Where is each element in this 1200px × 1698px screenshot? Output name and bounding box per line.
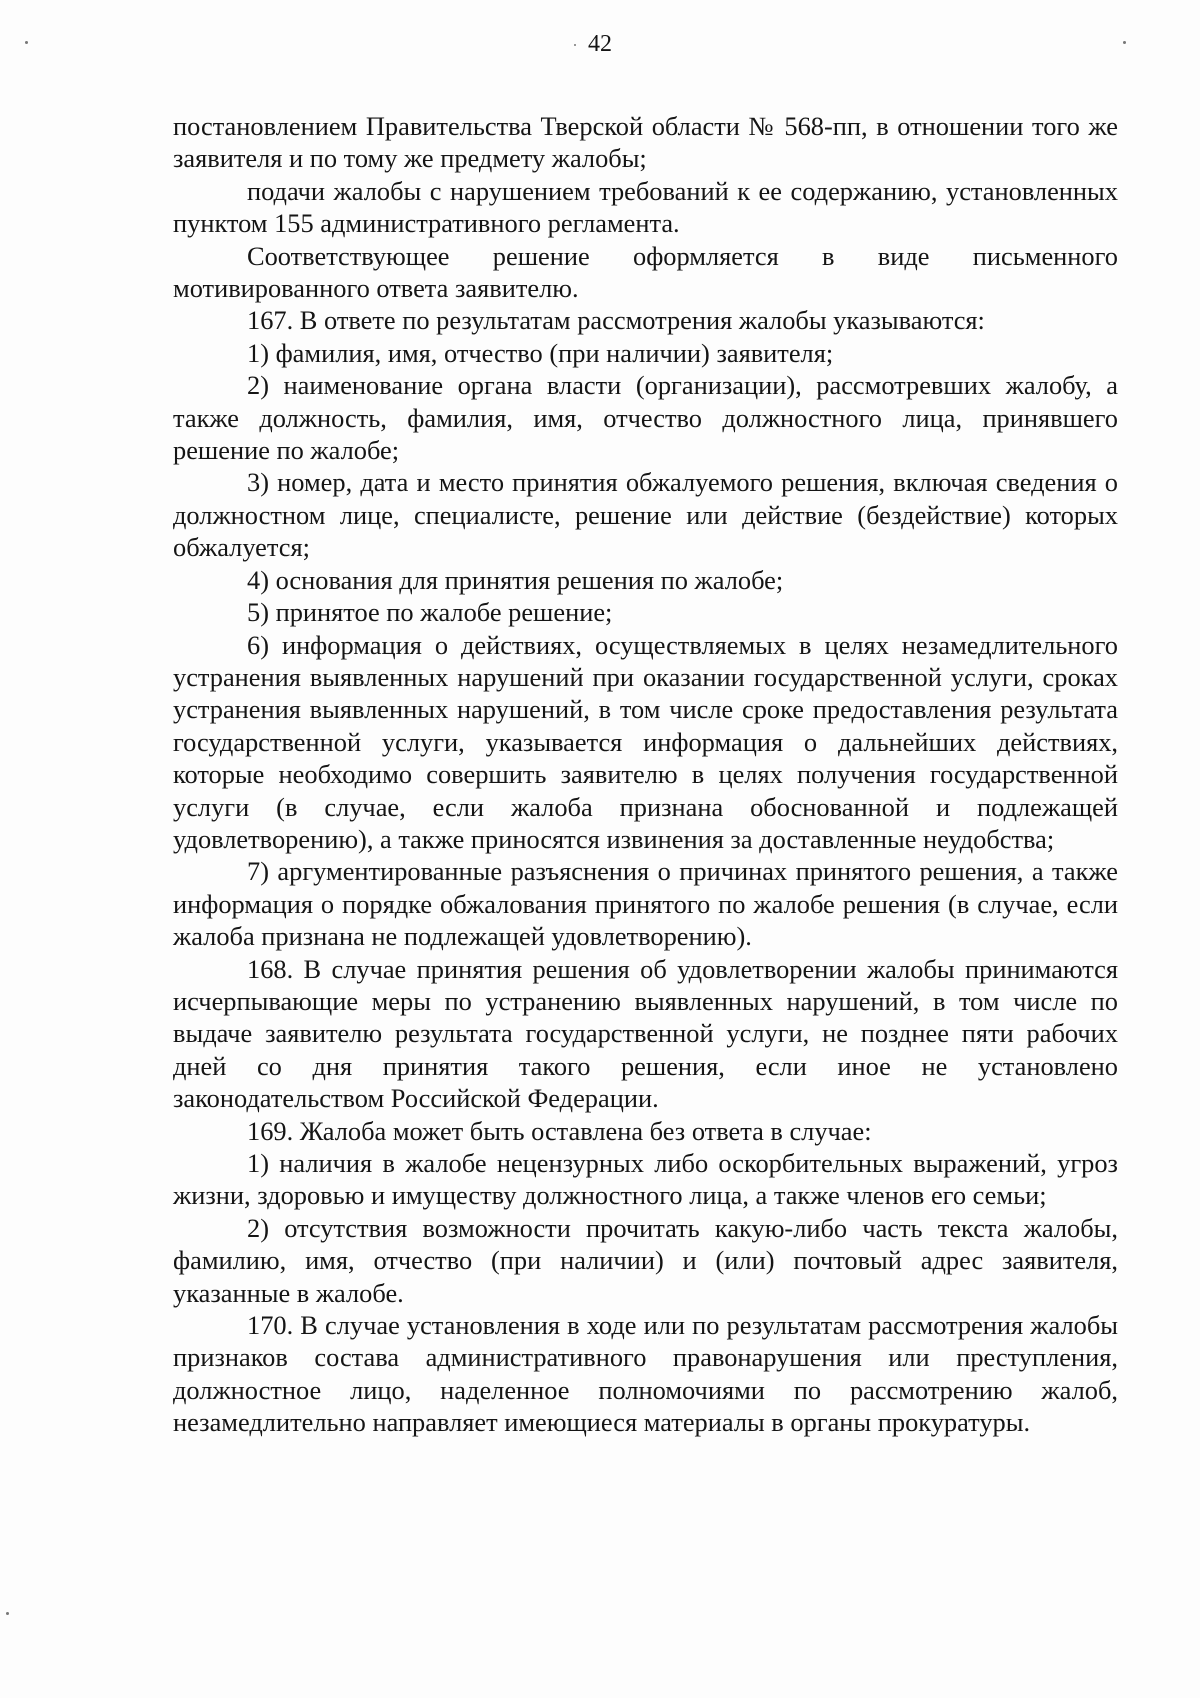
paragraph: 3) номер, дата и место принятия обжалуемого решения, включая сведения о должностном лице, специалисте, решение или действие (бездействие) которых обжалуется; [173, 467, 1118, 563]
scan-speck [25, 41, 28, 44]
paragraph: постановлением Правительства Тверской области № 568-пп, в отношении того же заявителя и по тому же предмету жалобы; [173, 111, 1118, 174]
paragraph: 1) наличия в жалобе нецензурных либо оскорбительных выражений, угроз жизни, здоровью и имуществу должностного лица, а также членов его семьи; [173, 1148, 1118, 1211]
paragraph: 5) принятое по жалобе решение; [247, 597, 613, 628]
paragraph: 169. Жалоба может быть оставлена без ответа в случае: [247, 1115, 872, 1146]
paragraph: 6) информация о действиях, осуществляемых в целях незамедлительного устранения выявленных нарушений при оказании государственной услуги, сроках устранения выявленных нарушений, в том числе сроке предоставления результата государственной услуги, указывается информация о дальнейших действиях, которые необходимо совершить заявителю в целях получения государственной услуги (в случае, если жалоба признана обоснованной и подлежащей удовлетворению), а также приносятся извинения за доставленные неудобства; [173, 629, 1118, 854]
paragraph: 1) фамилия, имя, отчество (при наличии) заявителя; [247, 337, 834, 368]
paragraph: 170. В случае установления в ходе или по результатам рассмотрения жалобы признаков состава административного правонарушения или преступления, должностное лицо, наделенное полномочиями по рассмотрению жалоб, незамедлительно направляет имеющиеся материалы в органы прокуратуры. [173, 1310, 1118, 1438]
paragraph: 168. В случае принятия решения об удовлетворении жалобы принимаются исчерпывающие меры по устранению выявленных нарушений, в том числе по выдаче заявителю результата государственной услуги, не позднее пяти рабочих дней со дня принятия такого решения, если иное не установлено законодательством Российской Федерации. [173, 953, 1118, 1114]
scan-speck [1123, 41, 1126, 44]
paragraph: подачи жалобы с нарушением требований к ее содержанию, установленных пунктом 155 административного регламента. [173, 175, 1118, 239]
paragraph: 2) отсутствия возможности прочитать какую-либо часть текста жалобы, фамилию, имя, отчество (при наличии) и (или) почтовый адрес заявителя, указанные в жалобе. [173, 1212, 1118, 1308]
paragraph: 167. В ответе по результатам рассмотрения жалобы указываются: [247, 305, 985, 336]
paragraph: Соответствующее решение оформляется в виде письменного мотивированного ответа заявителю. [173, 240, 1118, 304]
paragraph: 7) аргументированные разъяснения о причинах принятого решения, а также информация о порядке обжалования принятого по жалобе решения (в случае, если жалоба признана не подлежащей удовлетворению). [173, 856, 1118, 952]
scan-speck [6, 1612, 9, 1615]
document-body [173, 110, 1118, 1439]
scan-speck [574, 44, 576, 46]
paragraph: 4) основания для принятия решения по жалобе; [247, 564, 784, 595]
paragraph: 2) наименование органа власти (организации), рассмотревших жалобу, а также должность, фамилия, имя, отчество должностного лица, принявшего решение по жалобе; [173, 370, 1118, 466]
page-number: 42 [588, 31, 612, 57]
